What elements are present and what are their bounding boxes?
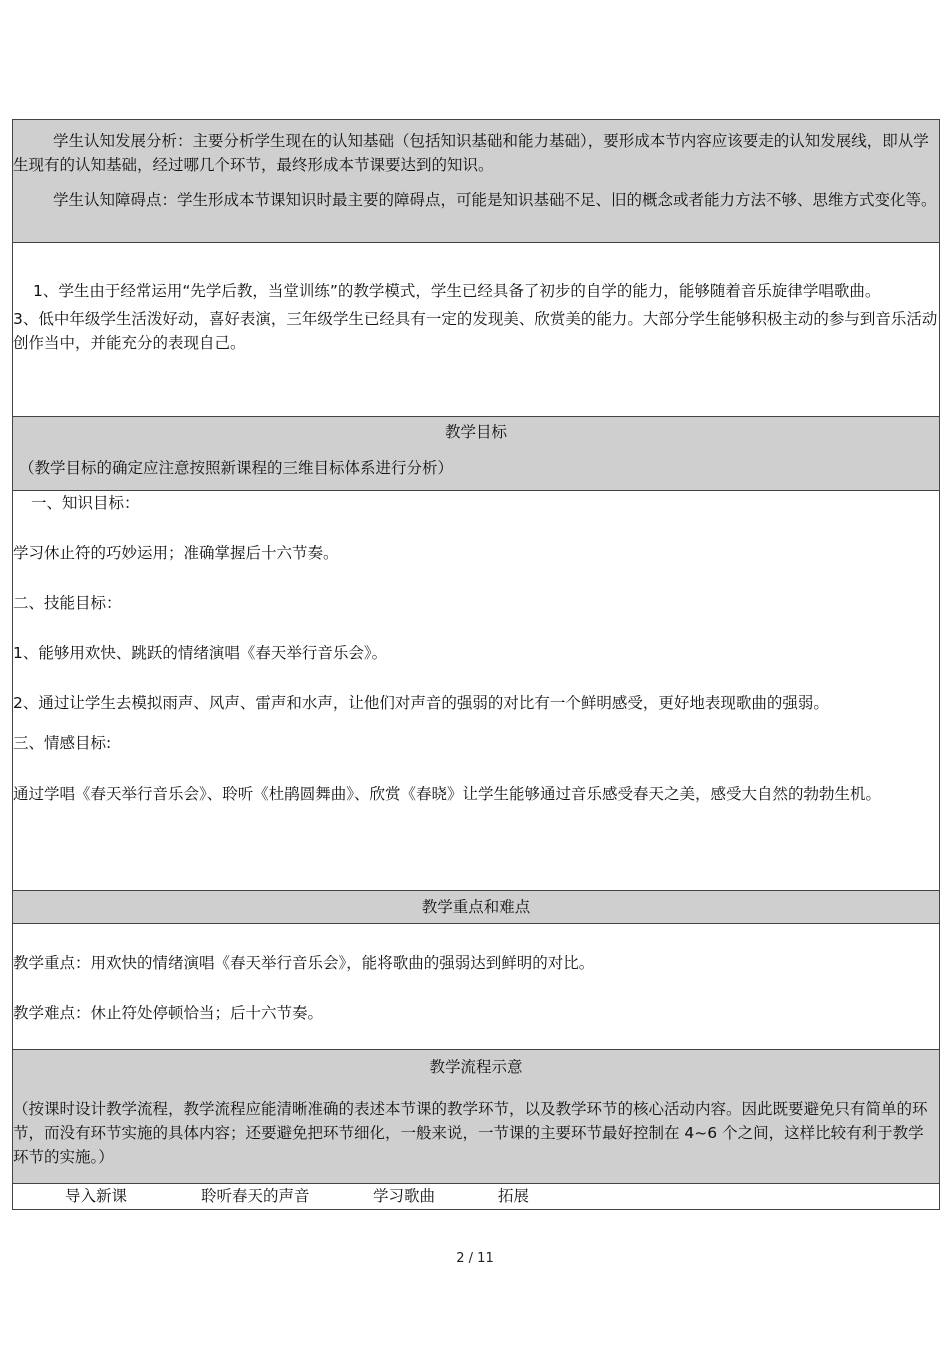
skill-objective-2: 2、通过让学生去模拟雨声、风声、雷声和水声，让他们对声音的强弱的对比有一个鲜明感受，更好地表现歌曲的强弱。 bbox=[13, 694, 829, 712]
key-points-body bbox=[13, 924, 939, 1050]
cognitive-analysis-section bbox=[13, 119, 939, 243]
emotion-objective-text: 通过学唱《春天举行音乐会》、聆听《杜鹃圆舞曲》、欣赏《春晓》让学生能够通过音乐感受春天之美，感受大自然的勃勃生机。 bbox=[13, 785, 882, 803]
objectives-header bbox=[13, 417, 939, 491]
key-points-header bbox=[13, 891, 939, 924]
key-points-heading: 教学重点和难点 bbox=[421, 898, 531, 916]
flow-step-learn-song: 学习歌曲 bbox=[373, 1187, 436, 1205]
page-number: 2 / 11 bbox=[456, 1251, 494, 1266]
cognitive-development-text: 学生认知发展分析：主要分析学生现在的认知基础（包括知识基础和能力基础），要形成本节内容应该要走的认知发展线，即从学生现有的认知基础，经过哪几个环节，最终形成本节课要达到的知识。 bbox=[13, 132, 929, 174]
flow-step-extension: 拓展 bbox=[498, 1187, 530, 1205]
emotion-objective-title: 三、情感目标: bbox=[13, 734, 112, 752]
process-heading: 教学流程示意 bbox=[429, 1058, 523, 1076]
knowledge-objective-title: 一、知识目标： bbox=[31, 494, 140, 512]
skill-objective-title: 二、技能目标： bbox=[13, 594, 122, 612]
flow-step-listen: 聆听春天的声音 bbox=[201, 1187, 310, 1205]
learner-point-3: 3、低中年级学生活泼好动，喜好表演，三年级学生已经具有一定的发现美、欣赏美的能力。大部分学生能够积极主动的参与到音乐活动创作当中，并能充分的表现自己。 bbox=[13, 310, 938, 352]
learner-point-1: 1、学生由于经常运用“先学后教，当堂训练”的教学模式，学生已经具备了初步的自学的能力，能够随着音乐旋律学唱歌曲。 bbox=[33, 282, 881, 300]
knowledge-objective-text: 学习休止符的巧妙运用；准确掌握后十六节奏。 bbox=[13, 544, 339, 562]
process-note: （按课时设计教学流程，教学流程应能清晰准确的表述本节课的教学环节，以及教学环节的核心活动内容。因此既要避免只有简单的环节，而没有环节实施的具体内容；还要避免把环节细化，一般来说，一节课的主要环节最好控制在 4~6 个之间，这样比较有利于教学环节的实施。） bbox=[13, 1100, 928, 1166]
process-section bbox=[13, 1050, 939, 1184]
objectives-heading: 教学目标 bbox=[444, 423, 507, 441]
process-flow-row bbox=[13, 1184, 939, 1210]
cognitive-obstacles-text: 学生认知障碍点：学生形成本节课知识时最主要的障碍点，可能是知识基础不足、旧的概念或者能力方法不够、思维方式变化等。 bbox=[53, 191, 937, 209]
objectives-body bbox=[13, 491, 939, 891]
objectives-note: （教学目标的确定应注意按照新课程的三维目标体系进行分析） bbox=[19, 459, 454, 477]
teaching-focus-text: 教学重点：用欢快的情绪演唱《春天举行音乐会》，能将歌曲的强弱达到鲜明的对比。 bbox=[13, 954, 595, 972]
process-flow bbox=[13, 1184, 939, 1209]
lesson-plan-table bbox=[12, 119, 940, 1210]
skill-objective-1: 1、能够用欢快、跳跃的情绪演唱《春天举行音乐会》。 bbox=[13, 644, 388, 662]
flow-step-intro: 导入新课 bbox=[65, 1187, 128, 1205]
learner-analysis-section bbox=[13, 243, 939, 417]
teaching-difficulty-text: 教学难点：休止符处停顿恰当；后十六节奏。 bbox=[13, 1004, 324, 1022]
